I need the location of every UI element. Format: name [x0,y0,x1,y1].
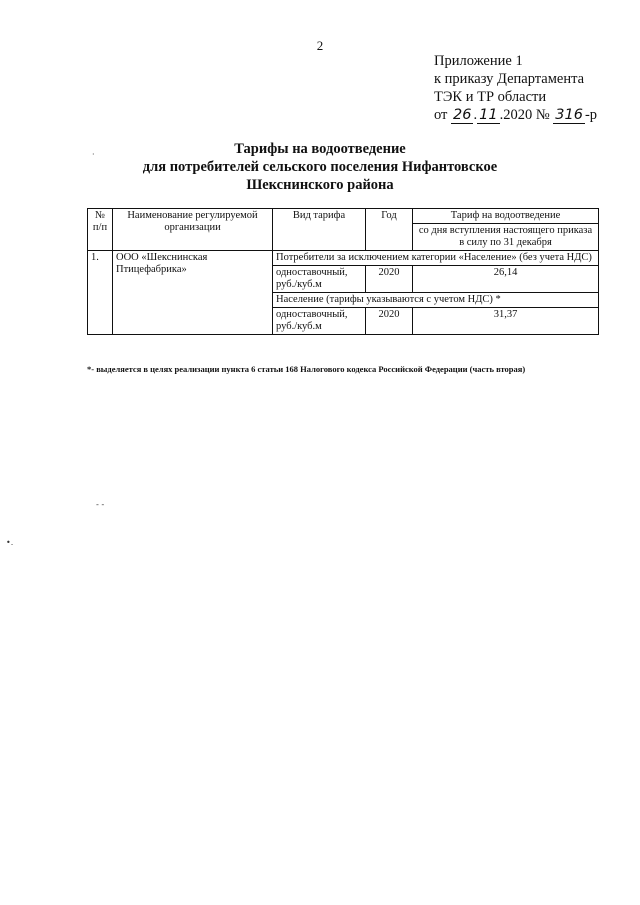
annex-order-line [434,106,597,124]
header-tariff-sub: со дня вступления настоящего приказа в силу по 31 декабря [413,224,599,251]
page-number: 2 [316,38,324,53]
group1-label: Потребители за исключением категории «Население» (без учета НДС) [273,251,599,266]
table-header-row [88,209,599,224]
title-line-3: Шекснинского района [246,177,394,193]
row-num: 1. [88,251,113,335]
title-line-1: Тарифы на водоотведение [234,141,406,157]
header-num: № п/п [88,209,113,251]
row-org: ООО «Шекснинская Птицефабрика» [113,251,273,335]
order-number: 316 [555,107,583,123]
header-tariff: Тариф на водоотведение [413,209,599,224]
order-prefix: от [434,107,448,123]
table-row [88,251,599,266]
header-kind: Вид тарифа [273,209,366,251]
group1-year: 2020 [366,266,413,293]
order-sep: . [473,107,478,123]
title-line-2: для потребителей сельского поселения Нифантовское [142,159,498,175]
annex-line-1: Приложение 1 [434,53,523,69]
annex-line-3: ТЭК и ТР области [434,89,547,105]
header-org: Наименование регулируемой организации [113,209,273,251]
tariff-table [87,208,599,335]
group1-value: 26,14 [413,266,599,293]
order-month: 11 [479,107,498,123]
group1-kind: одноставочный, руб./куб.м [273,266,366,293]
scan-speck: · [92,150,95,159]
annex-line-2: к приказу Департамента [434,71,585,87]
group2-year: 2020 [366,308,413,335]
group2-kind: одноставочный, руб./куб.м [273,308,366,335]
document-title [0,140,640,194]
annex-header [434,52,597,124]
order-suffix: -р [584,107,598,123]
scan-speck: - - [96,500,105,509]
order-year: .2020 № [499,107,550,123]
header-year: Год [366,209,413,251]
order-day: 26 [453,107,472,123]
group2-value: 31,37 [413,308,599,335]
group2-label: Население (тарифы указываются с учетом НДС) * [273,293,599,308]
footnote: *- выделяется в целях реализации пункта 6 статьи 168 Налогового кодекса Российской Федерации (часть вторая) [87,364,526,374]
scan-speck: •. [6,538,14,547]
